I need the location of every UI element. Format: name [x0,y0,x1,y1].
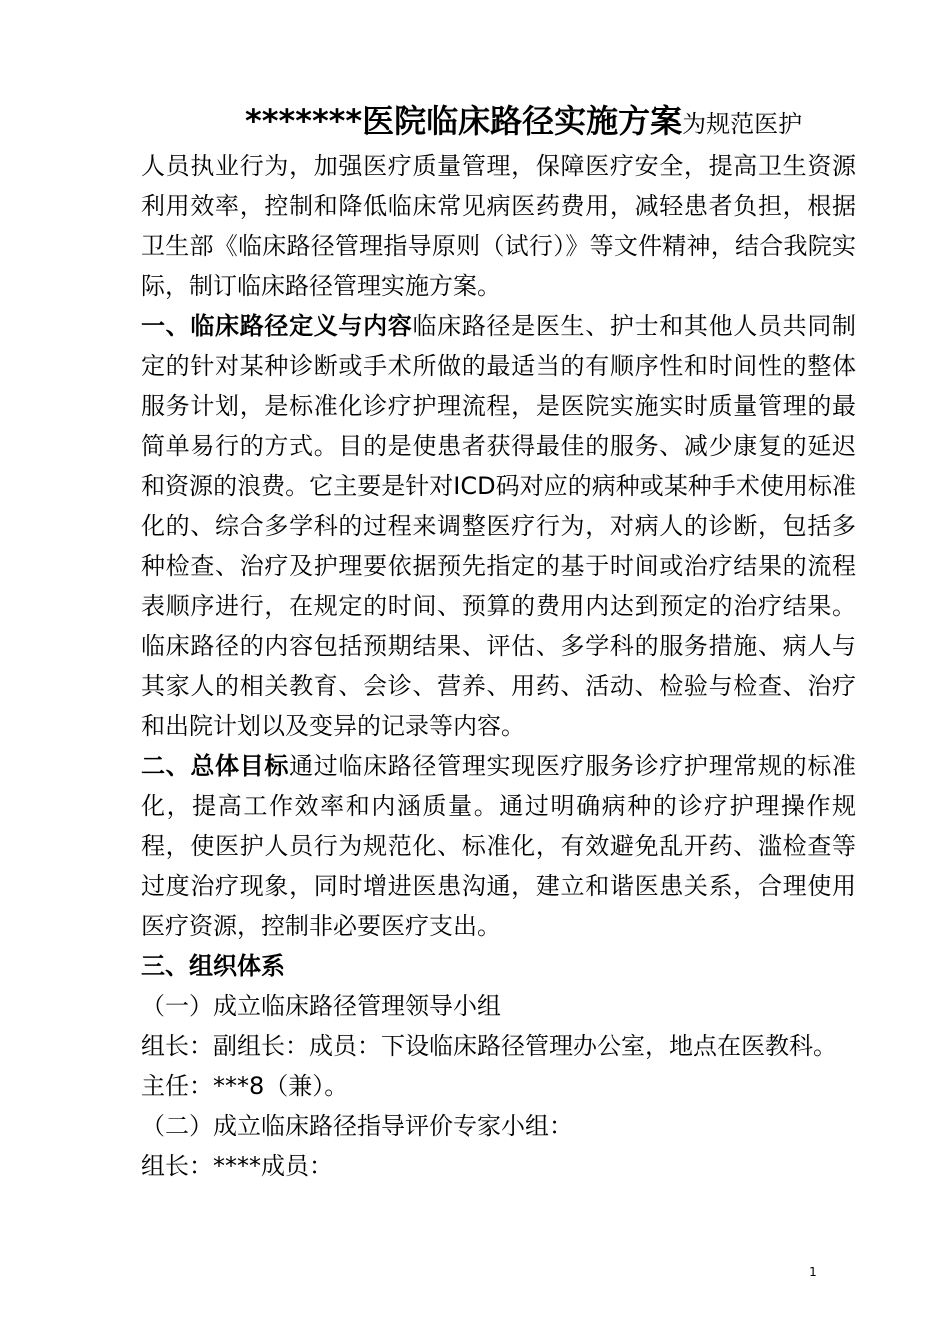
intro-paragraph: 人员执业行为，加强医疗质量管理，保障医疗安全，提高卫生资源利用效率，控制和降低临床常见病医药费用，减轻患者负担，根据卫生部《临床路径管理指导原则（试行）》等文件精神，结合我院实际，制订临床路径管理实施方案。 [141,152,856,300]
intro-lead-text: 为规范医护 [682,110,803,138]
subsection-expert-group: （二）成立临床路径指导评价专家小组： [141,1112,573,1140]
subsection-leadership-group: （一）成立临床路径管理领导小组 [141,992,501,1020]
section-heading-organization: 三、组织体系 [141,952,285,980]
expert-members-line: 组长：****成员： [141,1152,333,1180]
section-goals [141,746,856,946]
document-title: *******医院临床路径实施方案 [245,102,683,140]
title-line [141,96,856,146]
page-number: 1 [809,1265,817,1279]
section-definition-body: 临床路径是医生、护士和其他人员共同制定的针对某种诊断或手术所做的最适当的有顺序性和时间性的整体服务计划，是标准化诊疗护理流程，是医院实施实时质量管理的最简单易行的方式。目的是使患者获得最佳的服务、减少康复的延迟和资源的浪费。它主要是针对ICD码对应的病种或某种手术使用标准化的、综合多学科的过程来调整医疗行为，对病人的诊断，包括多种检查、治疗及护理要依据预先指定的基于时间或治疗结果的流程表顺序进行，在规定的时间、预算的费用内达到预定的治疗结果。临床路径的内容包括预期结果、评估、多学科的服务措施、病人与其家人的相关教育、会诊、营养、用药、活动、检验与检查、治疗和出院计划以及变异的记录等内容。 [141,312,857,740]
section-definition [141,306,856,746]
leadership-director-line: 主任：***8（兼）。 [141,1072,349,1100]
section-goals-body: 通过临床路径管理实现医疗服务诊疗护理常规的标准化，提高工作效率和内涵质量。通过明确病种的诊疗护理操作规程，使医护人员行为规范化、标准化，有效避免乱开药、滥检查等过度治疗现象，同时增进医患沟通，建立和谐医患关系，合理使用医疗资源，控制非必要医疗支出。 [141,752,857,940]
leadership-members-line: 组长：副组长：成员：下设临床路径管理办公室，地点在医教科。 [141,1032,837,1060]
section-heading-goals: 二、总体目标 [141,752,290,780]
section-heading-definition: 一、临床路径定义与内容 [141,312,413,340]
document-body [141,96,856,1186]
